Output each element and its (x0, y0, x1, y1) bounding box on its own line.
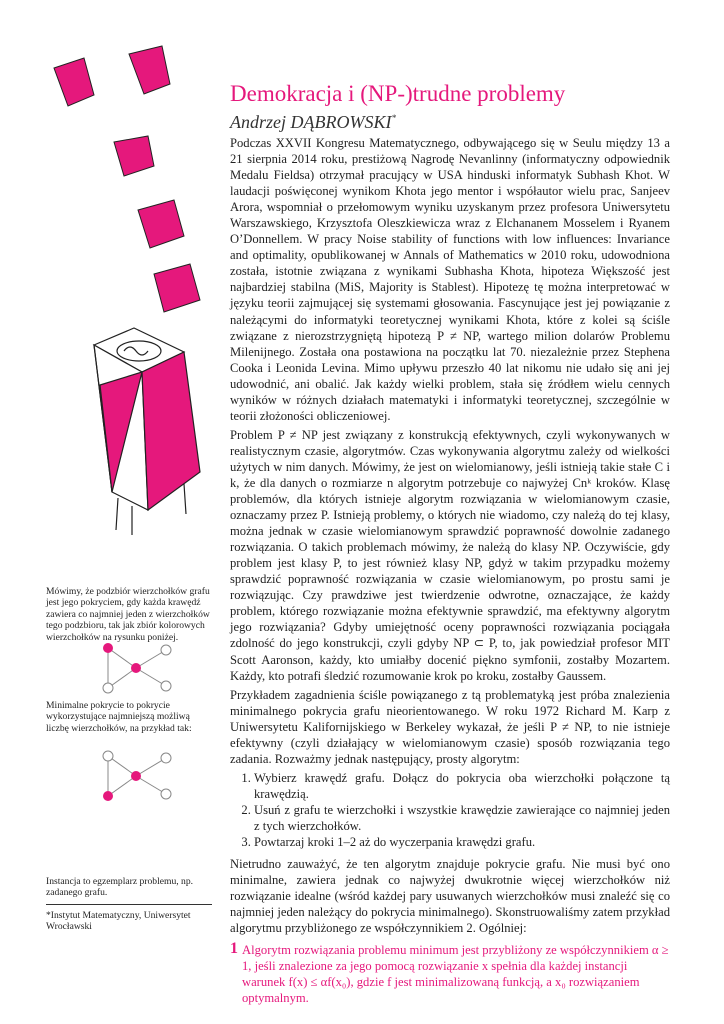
footnote-rule (46, 904, 212, 905)
sidenote-minimal: Minimalne pokrycie to pokrycie wykorzystujące najmniejszą możliwą liczbę wierzchołków, na przykład tak: (46, 700, 192, 734)
author-name: Andrzej DĄBROWSKI (230, 112, 392, 132)
paragraph-vertex-cover: Przykładem zagadnienia ściśle powiązanego z tą problematyką jest próba znalezienia minimalnego pokrycia grafu nieorientowanego. W roku 1972 Richard M. Karp z Uniwersytetu Kalifornijskiego w Berkeley wykazał, że jeśli P ≠ NP, to nie istnieje efektywny (czyli działający w wielomianowym czasie) sposób rozwiązania tego zadania. Rozważmy jednak następujący, prosty algorytm: (230, 687, 670, 766)
ballot-box-illustration (14, 40, 229, 580)
list-item: 1. Wybierz krawędź grafu. Dołącz do pokrycia oba wierzchołki połączone tą krawędzią. (254, 770, 670, 802)
graph-diagram-minimal (96, 748, 176, 804)
graph-node (161, 789, 171, 799)
ballot-icon (54, 46, 200, 312)
article-body (230, 80, 670, 1009)
graph-diagram-cover (96, 640, 176, 696)
author-line (230, 107, 670, 133)
graph-node (161, 645, 171, 655)
sidenote-instance: Instancja to egzemplarz problemu, np. zadanego grafu. (46, 876, 194, 899)
footnote: *Instytut Matematyczny, Uniwersytet Wrocławski (46, 910, 191, 933)
algorithm-list (230, 770, 670, 850)
graph-node (103, 643, 113, 653)
graph-node (161, 753, 171, 763)
list-item: 3. Powtarzaj kroki 1–2 aż do wyczerpania krawędzi grafu. (254, 834, 670, 850)
graph-node (131, 663, 141, 673)
box-icon (94, 328, 200, 535)
paragraph-intro: Podczas XXVII Kongresu Matematycznego, odbywającego się w Seulu między 13 a 21 sierpnia 2014 roku, prestiżową Nagrodę Nevanlinny (informatyczny odpowiednik Medalu Fieldsa) otrzymał pracujący w USA hinduski informatyk Subhash Khot. W laudacji poświęconej wynikom Khota jego mentor i współautor wielu prac, Sanjeev Arora, wspomniał o przełomowym wyniku uzyskanym przez profesora Uniwersytetu Warszawskiego, Krzysztofa Oleszkiewicza wraz z Elchananem Mosselem i Ryanem O’Donnellem. W pracy Noise stability of functions with low influences: Invariance and optimality, opublikowanej w Annals of Mathematics w 2010 roku, udowodniona została, istotnie związana z wynikami Subhasha Khota, hipoteza Większość jest najbardziej stabilna (MiS, Majority is Stablest). Hipotezę tę można interpretować w języku teorii zajmującej się systemami głosowania. Fascynujące jest jej powiązanie z należącymi do informatyki teoretycznej wynikami Khota, które z kolei są ściśle związane z nierozstrzygniętą hipotezą P ≠ NP, wartego milion dolarów Problemu Milenijnego. Została ona postawiona na początku lat 70. niezależnie przez Stephena Cooka i Leonida Levina. Mimo upływu przeszło 40 lat nikomu nie udało się ani jej udowodnić, ani obalić. Jak każdy wielki problem, stała się źródłem wielu cennych wyników w różnych działach matematyki i informatyki teoretycznej, szczególnie w teorii złożoności obliczeniowej. (230, 136, 670, 423)
graph-node (103, 751, 113, 761)
graph-node (103, 683, 113, 693)
page-title: Demokracja i (NP-)trudne problemy (230, 81, 566, 106)
author-footnote-mark: * (391, 113, 396, 123)
list-item: 2. Usuń z grafu te wierzchołki i wszystkie krawędzie zawierające co najmniej jeden z tych wierzchołków. (254, 802, 670, 834)
graph-node (103, 791, 113, 801)
paragraph-pnp: Problem P ≠ NP jest związany z konstrukcją efektywnych, czyli wykonywanych w realistycznym czasie, algorytmów. Czas wykonywania algorytmu zależy od wielkości użytych w nim danych. Mówimy, że jest on wielomianowy, jeśli istnieją takie stałe C i k, że dla danych o rozmiarze n algorytm potrzebuje co najwyżej Cnᵏ kroków. Klasę problemów, dla których istnieje algorytm rozwiązania w wielomianowym czasie, oznaczamy przez P. Istnieją problemy, o których nie wiadomo, czy należą do tej klasy, można jednak w czasie wielomianowym sprawdzić poprawność dowolnie zadanego rozwiązania. O takich problemach mówimy, że należą do klasy NP. Oczywiście, gdy problem jest klasy P, to jest również klasy NP, gdyż w takim przypadku możemy sprawdzić poprawność rozwiązania w czasie wielomianowym, po prostu sami je rozwiązując. Czy prawdziwe jest twierdzenie odwrotne, oznaczające, że każdy problem, którego rozwiązanie można efektywnie sprawdzić, ma efektywny algorytm jego rozwiązania? Gdyby umiejętność oceny poprawności rozwiązania pociągała zdolność do jego konstrukcji, czyli gdyby NP ⊂ P, to, jak powiedział profesor MIT Scott Aaronson, każdy, kto umiałby docenić piękno symfonii, zostałby Mozartem. Każdy, kto potrafi śledzić rozumowanie krok po kroku, zostałby Gaussem. (230, 427, 670, 683)
graph-node (131, 771, 141, 781)
paragraph-approximation: Nietrudno zauważyć, że ten algorytm znajduje pokrycie grafu. Nie musi być ono minimalne, zawiera jednak co najwyżej dwukrotnie więcej wierzchołków niż rozwiązanie idealne (wśród każdej pary usuwanych wierzchołków musi znaleźć się co najmniej jeden należący do pokrycia minimalnego). Skonstruowaliśmy zatem przykład algorytmu przybliżonego ze współczynnikiem 2. Ogólniej: (230, 857, 670, 936)
graph-node (161, 681, 171, 691)
page-number: 1 (230, 940, 238, 957)
sidenote-cover: Mówimy, że podzbiór wierzchołków grafu jest jego pokryciem, gdy każda krawędź zawiera co najmniej jeden z wierzchołków tego podzbioru, tak jak zbiór kolorowych wierzchołków na rysunku poniżej. (46, 586, 210, 643)
definition-callout: Algorytm rozwiązania problemu minimum jest przybliżony ze współczynnikiem α ≥ 1, jeśli znalezione za jego pomocą rozwiązanie x spełnia dla każdej instancji warunek f(x) ≤ αf(x₀), gdzie f jest minimalizowaną funkcją, a x₀ rozwiązaniem optymalnym. (242, 943, 669, 1006)
